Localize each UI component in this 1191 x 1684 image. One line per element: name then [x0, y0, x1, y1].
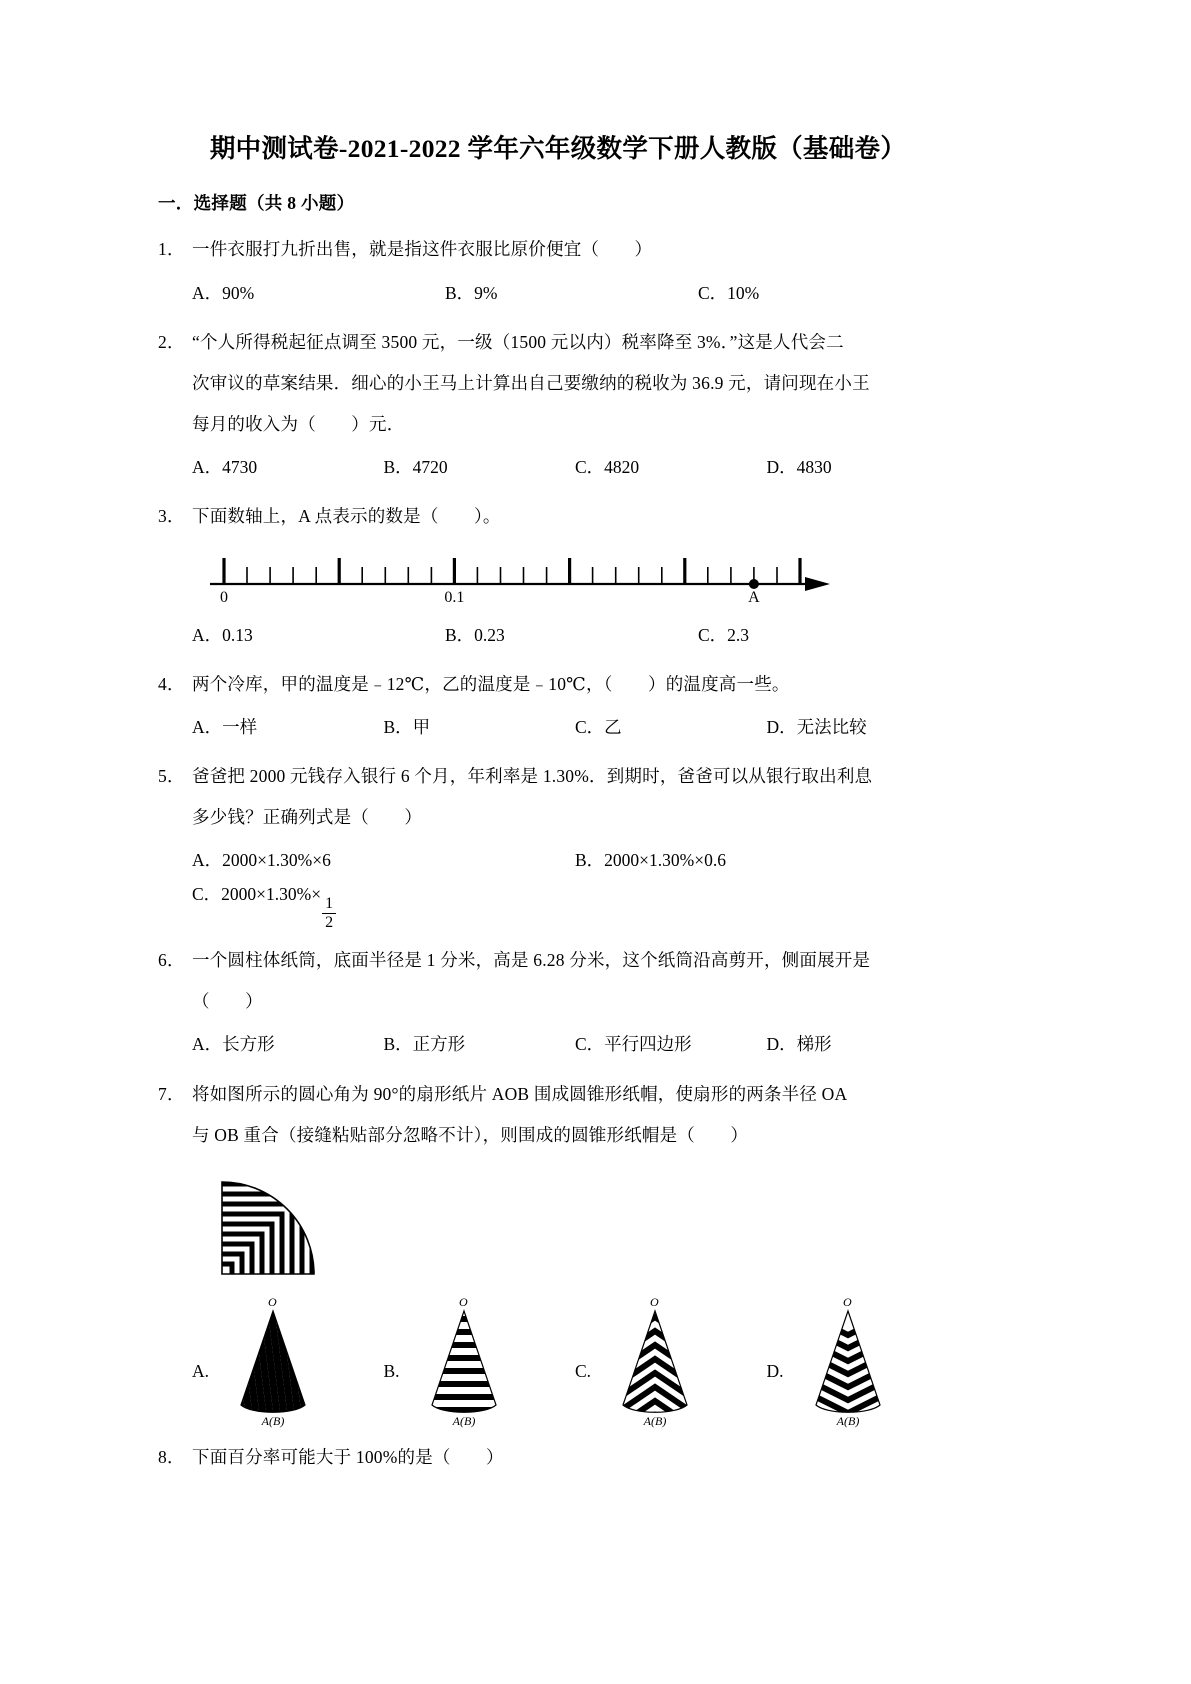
question-4-line-1: 两个冷库，甲的温度是﹣12℃，乙的温度是﹣10℃，（ ）的温度高一些。 — [192, 673, 790, 694]
page-title: 期中测试卷-2021-2022 学年六年级数学下册人教版（基础卷） — [209, 134, 907, 163]
question-5-text — [158, 756, 958, 797]
question-7-line-2: 与 OB 重合（接缝粘贴部分忽略不计），则围成的圆锥形纸帽是（ ） — [192, 1124, 749, 1145]
question-5-options-row2 — [158, 881, 958, 931]
question-2-line-2: 次审议的草案结果．细心的小王马上计算出自己要缴纳的税收为 36.9 元，请问现在小王 — [192, 372, 870, 393]
option-b[interactable]: B．2000×1.30%×0.6 — [575, 850, 726, 871]
option-a[interactable]: A．2000×1.30%×6 — [192, 850, 331, 871]
option-b-letter: B. — [383, 1360, 400, 1381]
question-6-options — [158, 1024, 958, 1064]
cone-a-base-label: A(B) — [261, 1413, 285, 1428]
cone-a-apex-label: O — [268, 1294, 277, 1309]
question-5-options-row1 — [158, 840, 958, 880]
sector-stripes — [222, 1174, 322, 1274]
option-d[interactable] — [767, 1293, 959, 1428]
option-c[interactable]: C．2.3 — [698, 624, 750, 645]
point-a-marker — [749, 579, 759, 589]
page-content — [158, 132, 958, 1487]
cone-b-base-label: A(B) — [452, 1413, 475, 1428]
question-8-line-1: 下面百分率可能大于 100%的是（ ） — [192, 1446, 504, 1467]
cone-d-base-label: A(B) — [836, 1413, 859, 1428]
question-2 — [158, 322, 958, 488]
cone-figure-b — [404, 1293, 524, 1428]
question-4 — [158, 664, 958, 747]
fraction-denominator: 2 — [325, 913, 334, 931]
question-8-number: 8． — [158, 1446, 185, 1467]
option-d[interactable]: D．梯形 — [766, 1034, 832, 1055]
cone-c-svg — [595, 1293, 715, 1428]
option-b[interactable]: B．4720 — [383, 457, 448, 478]
option-a[interactable]: A．90% — [192, 282, 255, 303]
option-c[interactable]: C．平行四边形 — [575, 1034, 692, 1055]
question-1-text — [158, 229, 958, 270]
question-5-line-2-wrap — [158, 797, 958, 838]
fraction-numerator: 1 — [322, 895, 336, 913]
question-2-line-3-wrap — [158, 404, 958, 445]
question-4-text — [158, 664, 958, 705]
number-line-figure — [158, 544, 958, 611]
question-7-number: 7． — [158, 1083, 185, 1104]
axis-ticks — [224, 558, 800, 584]
question-2-line-2-wrap — [158, 363, 958, 404]
question-3 — [158, 496, 958, 654]
cone-figure-d — [788, 1293, 908, 1428]
cone-d-svg — [788, 1293, 908, 1428]
cone-b-apex-label: O — [458, 1294, 468, 1309]
question-2-number: 2． — [158, 331, 185, 352]
question-3-line-1: 下面数轴上，A 点表示的数是（ ）。 — [192, 506, 501, 527]
question-7-options — [158, 1293, 958, 1428]
question-6-text — [158, 940, 958, 981]
option-d[interactable]: D．4830 — [766, 457, 832, 478]
question-6-number: 6． — [158, 950, 185, 970]
option-d[interactable]: D．无法比较 — [766, 716, 867, 737]
question-8-text — [158, 1437, 958, 1478]
option-b[interactable] — [384, 1293, 576, 1428]
option-c-letter: C. — [575, 1360, 592, 1381]
cone-d-apex-label: O — [842, 1294, 852, 1309]
question-3-number: 3． — [158, 506, 185, 527]
question-6-line-2: （ ） — [192, 991, 263, 1012]
sector-svg — [200, 1166, 330, 1286]
option-b[interactable]: B．0.23 — [445, 624, 505, 645]
question-1-options — [158, 273, 958, 313]
option-b[interactable]: B．正方形 — [383, 1034, 466, 1055]
cone-a-svg — [213, 1293, 333, 1428]
cone-c-apex-label: O — [650, 1294, 659, 1309]
question-5-line-2: 多少钱？正确列式是（ ） — [192, 807, 423, 828]
question-7-line-2-wrap — [158, 1115, 958, 1156]
option-a[interactable]: A．一样 — [192, 716, 258, 737]
question-3-options — [158, 615, 958, 655]
question-5 — [158, 756, 958, 931]
option-c[interactable]: C．4820 — [575, 457, 640, 478]
sector-figure — [158, 1166, 958, 1291]
cone-figure-c — [595, 1293, 715, 1428]
question-5-line-1: 爸爸把 2000 元钱存入银行 6 个月，年利率是 1.30%．到期时，爸爸可以从银行取出利息 — [192, 766, 873, 787]
question-6-line-1: 一个圆柱体纸筒，底面半径是 1 分米，高是 6.28 分米，这个纸筒沿高剪开，侧面展开是 — [192, 950, 871, 970]
option-c[interactable] — [192, 883, 337, 931]
option-a[interactable]: A．4730 — [192, 457, 258, 478]
option-a[interactable] — [192, 1293, 384, 1428]
option-a-letter: A. — [192, 1360, 210, 1381]
question-1 — [158, 229, 958, 312]
option-b[interactable]: B．甲 — [383, 716, 431, 737]
option-d-letter: D. — [766, 1360, 784, 1381]
cone-b-svg — [404, 1293, 524, 1428]
question-6-line-2-wrap — [158, 981, 958, 1022]
question-5-number: 5． — [158, 766, 185, 787]
question-8 — [158, 1437, 958, 1478]
option-a[interactable]: A．0.13 — [192, 624, 253, 645]
number-line-start-label: 0 — [220, 588, 228, 606]
question-7-text — [158, 1074, 958, 1115]
question-2-text — [158, 322, 958, 363]
question-4-number: 4． — [158, 673, 185, 694]
question-1-line-1: 一件衣服打九折出售，就是指这件衣服比原价便宜（ ） — [192, 239, 653, 260]
option-c-prefix: C．2000×1.30%× — [192, 883, 322, 904]
question-7 — [158, 1074, 958, 1428]
question-7-line-1: 将如图所示的圆心角为 90°的扇形纸片 AOB 围成圆锥形纸帽，使扇形的两条半径 OA — [192, 1083, 848, 1104]
section-heading: 一．选择题（共 8 小题） — [158, 193, 355, 214]
cone-c-base-label: A(B) — [643, 1413, 667, 1428]
question-2-line-3: 每月的收入为（ ）元． — [192, 414, 405, 435]
question-2-options — [158, 447, 958, 487]
question-6 — [158, 940, 958, 1065]
fraction-one-half — [322, 895, 336, 931]
option-b[interactable]: B．9% — [445, 282, 498, 303]
question-3-text — [158, 496, 958, 537]
question-1-number: 1． — [158, 239, 185, 260]
axis-arrow-icon — [805, 577, 830, 591]
option-c[interactable]: C．乙 — [575, 716, 622, 737]
option-c[interactable]: C．10% — [698, 282, 760, 303]
cone-figure-a — [213, 1293, 333, 1428]
number-line-mid-label: 0.1 — [444, 588, 465, 606]
question-4-options — [158, 707, 958, 747]
option-a[interactable]: A．长方形 — [192, 1034, 275, 1055]
question-2-line-1: “个人所得税起征点调至 3500 元，一级（1500 元以内）税率降至 3%．”这是人代会二 — [192, 331, 844, 352]
option-c[interactable] — [575, 1293, 767, 1428]
number-line-svg — [200, 544, 840, 606]
number-line-point-label: A — [748, 588, 760, 606]
